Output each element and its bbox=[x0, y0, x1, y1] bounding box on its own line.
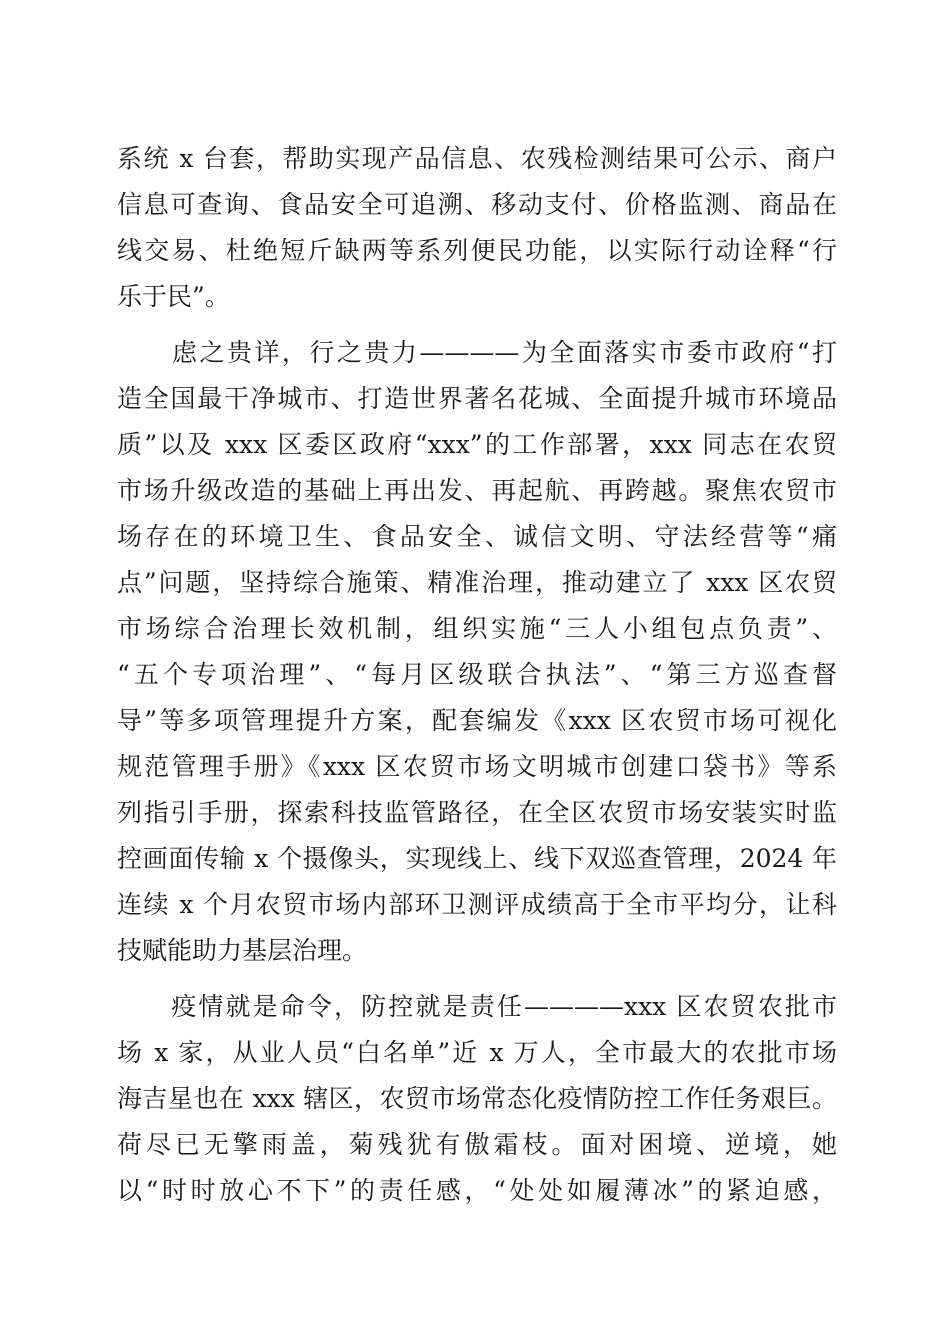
text-line: 疫情就是命令，防控就是责任————xxx 区农贸农批市 bbox=[117, 992, 837, 1021]
text-line: 列指引手册，探索科技监管路径，在全区农贸市场安装实时监 bbox=[117, 798, 837, 827]
text-line: 市场综合治理长效机制，组织实施“三人小组包点负责”、 bbox=[117, 614, 837, 643]
text-line: 场存在的环境卫生、食品安全、诚信文明、守法经营等“痛 bbox=[117, 522, 837, 551]
text-line: 海吉星也在 xxx 辖区，农贸市场常态化疫情防控工作任务艰巨。 bbox=[117, 1084, 837, 1113]
text-line: 造全国最干净城市、打造世界著名花城、全面提升城市环境品 bbox=[117, 384, 837, 413]
text-line: 场 x 家，从业人员“白名单”近 x 万人，全市最大的农批市场 bbox=[117, 1038, 837, 1067]
text-line: 导”等多项管理提升方案，配套编发《xxx 区农贸市场可视化 bbox=[117, 706, 837, 735]
text-line: 乐于民”。 bbox=[117, 282, 230, 311]
text-line: 线交易、杜绝短斤缺两等系列便民功能，以实际行动诠释“行 bbox=[117, 236, 837, 265]
text-line: 控画面传输 x 个摄像头，实现线上、线下双巡查管理，2024 年 bbox=[117, 844, 837, 873]
text-line: 荷尽已无擎雨盖，菊残犹有傲霜枝。面对困境、逆境，她 bbox=[117, 1130, 837, 1159]
document-body bbox=[117, 136, 837, 1214]
text-line: 系统 x 台套，帮助实现产品信息、农残检测结果可公示、商户 bbox=[117, 144, 837, 173]
paragraph-3 bbox=[117, 984, 837, 1214]
text-line: 虑之贵详，行之贵力————为全面落实市委市政府“打 bbox=[117, 338, 837, 367]
text-line: 连续 x 个月农贸市场内部环卫测评成绩高于全市平均分，让科 bbox=[117, 890, 837, 919]
text-line: 质”以及 xxx 区委区政府“xxx”的工作部署，xxx 同志在农贸 bbox=[117, 430, 837, 459]
text-line: “五个专项治理”、“每月区级联合执法”、“第三方巡查督 bbox=[117, 660, 837, 689]
text-line: 点”问题，坚持综合施策、精准治理，推动建立了 xxx 区农贸 bbox=[117, 568, 837, 597]
text-line: 以“时时放心不下”的责任感，“处处如履薄冰”的紧迫感， bbox=[117, 1176, 837, 1205]
text-line: 市场升级改造的基础上再出发、再起航、再跨越。聚焦农贸市 bbox=[117, 476, 837, 505]
paragraph-1 bbox=[117, 136, 837, 320]
text-line: 技赋能助力基层治理。 bbox=[117, 936, 368, 965]
text-line: 规范管理手册》《xxx 区农贸市场文明城市创建口袋书》等系 bbox=[117, 752, 837, 781]
text-line: 信息可查询、食品安全可追溯、移动支付、价格监测、商品在 bbox=[117, 190, 837, 219]
paragraph-2 bbox=[117, 330, 837, 974]
